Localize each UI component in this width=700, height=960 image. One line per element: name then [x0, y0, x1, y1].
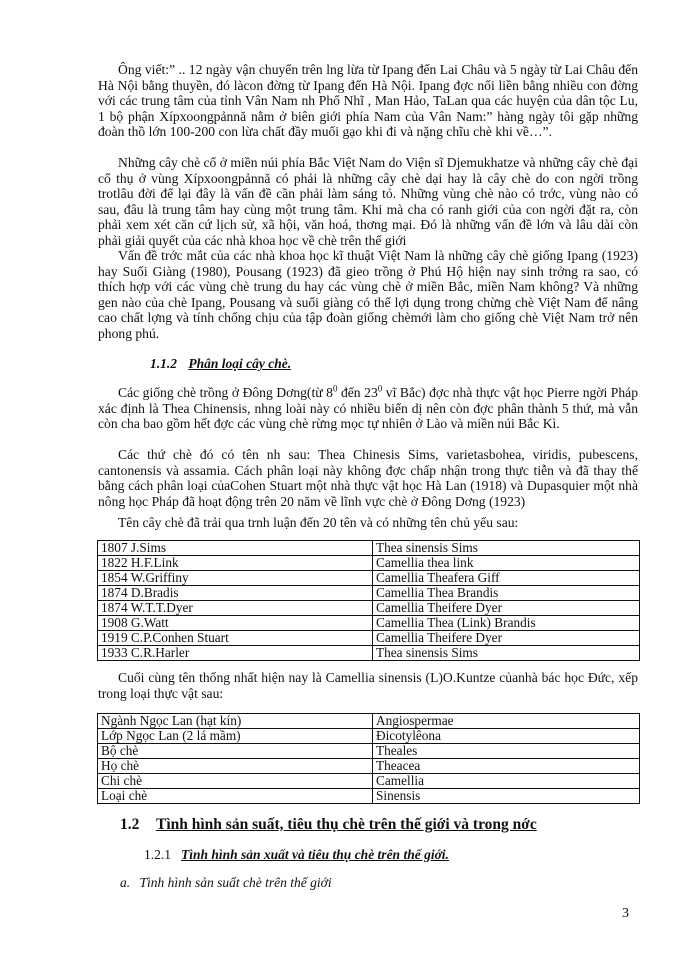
table-cell-left: Bộ chè — [98, 744, 373, 759]
table-row — [98, 601, 640, 616]
table-cell-right: Đicotylêona — [373, 729, 640, 744]
table-row — [98, 646, 640, 661]
table-row — [98, 759, 640, 774]
table-row — [98, 714, 640, 729]
table-cell-left: 1933 C.R.Harler — [98, 646, 373, 661]
p4-text-b: đến 23 — [337, 385, 378, 400]
subsection-title: Phân loại cây chè. — [188, 356, 292, 371]
table-cell-left: 1908 G.Watt — [98, 616, 373, 631]
table-cell-right: Theacea — [373, 759, 640, 774]
table-cell-right: Theales — [373, 744, 640, 759]
subsection-title: Tình hình sản xuất và tiêu thụ chè trên thế giới. — [181, 847, 449, 862]
paragraph-classification: Các thứ chè đó có tên nh sau: Thea Chinesis Sims, varietasbohea, viridis, pubescens, cantonensis và assamia. Cách phân loại này không đợc chấp nhận trong thực tiễn và đã thay thế bằng cách phân loại củaCohen Stuart một nhà thực vật học Hà Lan (1918) và Dupasquier một nhà nông học Pháp đã hoạt động trên 20 năm về lĩnh vực chè ở Đông Dơng (1923) — [98, 447, 638, 509]
table-cell-right: Camellia thea link — [373, 556, 640, 571]
paragraph-vietnam-scientists: Vấn đề trớc mắt của các nhà khoa học kĩ thuật Việt Nam là những cây chè giống Ipang (1923) hay Suối Giàng (1980), Pousang (1923) đã gieo trồng ở Phú Hộ hiện nay sinh trởng ra sao, có thích hợp với các vùng chè trung du hay các vùng chè ở miền Bắc, miền Nam không? Và những gen nào của chè Ipang, Pousang và suối giàng có thể lợi dụng trong chừng chè Việt Nam để nâng cao chất lợng và tính chống chịu của tập đoàn giống chèmới làm cho giống chè Việt Nam trở nên phong phú. — [98, 248, 638, 341]
table-cell-left: 1874 D.Bradis — [98, 586, 373, 601]
table-row — [98, 631, 640, 646]
table-row — [98, 556, 640, 571]
table-cell-right: Camellia — [373, 774, 640, 789]
table-row — [98, 571, 640, 586]
section-heading-1-2 — [120, 816, 537, 834]
section-number: 1.2 — [120, 816, 140, 833]
subsection-label: a. — [120, 875, 131, 890]
table-cell-right: Thea sinensis Sims — [373, 541, 640, 556]
taxonomy-table — [97, 713, 640, 804]
subsection-heading-1-1-2 — [150, 356, 291, 372]
table-cell-left: Họ chè — [98, 759, 373, 774]
section-title: Tình hình sản suất, tiêu thụ chè trên thế giới và trong nớc — [156, 816, 537, 833]
subsection-number: 1.1.2 — [150, 356, 177, 371]
degree-sup-2: 0 — [377, 383, 383, 394]
table-row — [98, 541, 640, 556]
table-cell-left: Ngành Ngọc Lan (hạt kín) — [98, 714, 373, 729]
table-cell-right: Angiospermae — [373, 714, 640, 729]
table-cell-left: 1874 W.T.T.Dyer — [98, 601, 373, 616]
table-cell-left: 1854 W.Griffiny — [98, 571, 373, 586]
table-row — [98, 789, 640, 804]
subsection-heading-a — [120, 875, 332, 891]
table-cell-right: Camellia Theifere Dyer — [373, 601, 640, 616]
table-cell-left: 1919 C.P.Conhen Stuart — [98, 631, 373, 646]
table-row — [98, 729, 640, 744]
page-number: 3 — [622, 906, 629, 921]
table-row — [98, 774, 640, 789]
table-cell-right: Thea sinensis Sims — [373, 646, 640, 661]
table-cell-right: Camellia Theifere Dyer — [373, 631, 640, 646]
table-cell-left: Chi chè — [98, 774, 373, 789]
table-cell-right: Sinensis — [373, 789, 640, 804]
table-cell-right: Camellia Thea (Link) Brandis — [373, 616, 640, 631]
table-row — [98, 744, 640, 759]
table-cell-right: Camellia Thea Brandis — [373, 586, 640, 601]
table-cell-right: Camellia Theafera Giff — [373, 571, 640, 586]
paragraph-indochina-varieties — [98, 385, 638, 432]
p4-text-a: Các giống chè trồng ở Đông Dơng(từ 8 — [118, 385, 333, 400]
table-row — [98, 586, 640, 601]
paragraph-ancient-tea: Những cây chè cổ ở miền núi phía Bắc Việt Nam do Viện sĩ Djemukhatze và những cây chè đại cổ thụ ở vùng Xípxoongpảnnă có phải là những cây chè dại hay là cây chè do con ngời trồng trotlâu đời để lại đây là vấn đề cần phải làm sáng tỏ. Những vùng chè nào có trớc, vùng nào có sau, đâu là trung tâm hay cùng một trung tâm. Khi mà cha có ranh giới của con ngời đặt ra, còn phải xem xét căn cứ lịch sử, xã hội, văn hoá, thơng mại. Đó là những vấn đề lớn và lâu dài còn phải giải quyết của các nhà khoa học về chè trên thế giới — [98, 155, 638, 248]
table-cell-left: Lớp Ngọc Lan (2 lá mầm) — [98, 729, 373, 744]
paragraph-current-name: Cuối cùng tên thống nhất hiện nay là Camellia sinensis (L)O.Kuntze củanhà bác học Đức, xếp trong loại thực vật sau: — [98, 670, 638, 701]
table-cell-left: Loại chè — [98, 789, 373, 804]
table-row — [98, 616, 640, 631]
table-cell-left: 1822 H.F.Link — [98, 556, 373, 571]
subsection-title: Tình hình sản suất chè trên thế giới — [139, 875, 332, 890]
tea-names-table — [97, 540, 640, 661]
subsection-number: 1.2.1 — [144, 847, 171, 862]
p4-text-c: vĩ Bắc) đợc nhà thực vật học Pierre ngời Pháp xác định là Thea Chinensis, nhng loài này có nhiều biến dị nên còn đợc phân thành 5 thứ, mà vẫn còn cha bao gồm hết đợc các vùng chè rừng mọc tự nhiên ở Lào và miền núi Bắc Kì. — [98, 385, 638, 432]
degree-sup-1: 0 — [332, 383, 338, 394]
paragraph-names-intro: Tên cây chè đã trải qua trnh luận đến 20 tên và có những tên chủ yếu sau: — [118, 515, 519, 530]
subsection-heading-1-2-1 — [144, 847, 449, 863]
paragraph-quote: Ông viết:” .. 12 ngày vận chuyển trên lng lừa từ Ipang đến Lai Châu và 5 ngày từ Lai Châu đến Hà Nội bằng thuyền, đó làcon đờng từ Ipang đến Hà Nội. Ipang đợc nối liền bằng nhiều con đờng với các trung tâm của tỉnh Vân Nam nh Phổ Nhĩ , Man Hảo, TaLan qua các huyện của dân tộc Lu, 1 bộ phận Xípxoongpảnnă nằm ở biên giới phía Nam của Vân Nam:” hàng ngày tôi gặp những đoàn thồ lớn 100-200 con lừa chất đầy muối gạo khi đi và nặng chĩu chè khi về…”. — [98, 62, 638, 140]
table-cell-left: 1807 J.Sims — [98, 541, 373, 556]
